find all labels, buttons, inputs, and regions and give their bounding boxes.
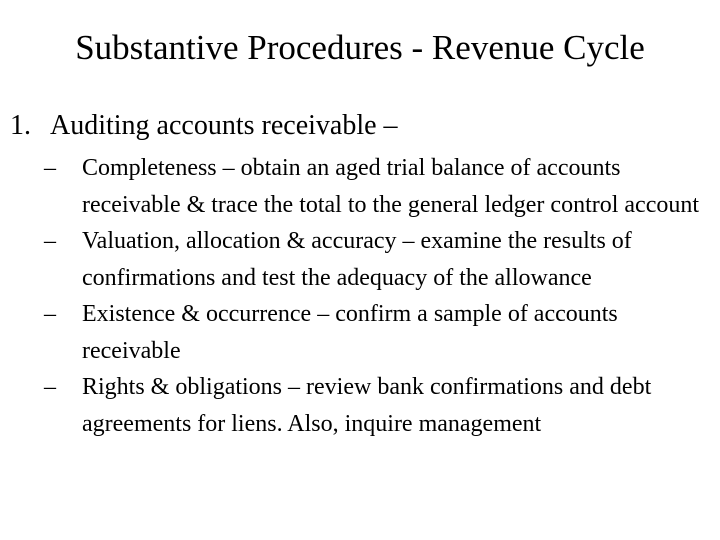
sub-item-text: Existence & occurrence – confirm a sample of accounts receivable xyxy=(82,301,618,364)
sub-item-valuation xyxy=(44,223,714,296)
sub-item-list xyxy=(44,150,714,442)
numbered-item xyxy=(10,106,398,146)
sub-item-text: Completeness – obtain an aged trial balance of accounts receivable & trace the total to the general ledger control account xyxy=(82,155,700,218)
slide-title: Substantive Procedures - Revenue Cycle xyxy=(75,28,645,67)
item-text: Auditing accounts receivable – xyxy=(50,110,398,141)
sub-item-text: Rights & obligations – review bank confirmations and debt agreements for liens. Also, inquire management xyxy=(82,374,652,437)
sub-item-text: Valuation, allocation & accuracy – examine the results of confirmations and test the adequacy of the allowance xyxy=(82,228,632,291)
dash-bullet: – xyxy=(44,228,56,254)
dash-bullet: – xyxy=(44,374,56,400)
sub-item-existence xyxy=(44,296,714,369)
dash-bullet: – xyxy=(44,155,56,181)
dash-bullet: – xyxy=(44,301,56,327)
item-number: 1. xyxy=(10,110,31,141)
sub-item-rights xyxy=(44,369,714,442)
sub-item-completeness xyxy=(44,150,714,223)
